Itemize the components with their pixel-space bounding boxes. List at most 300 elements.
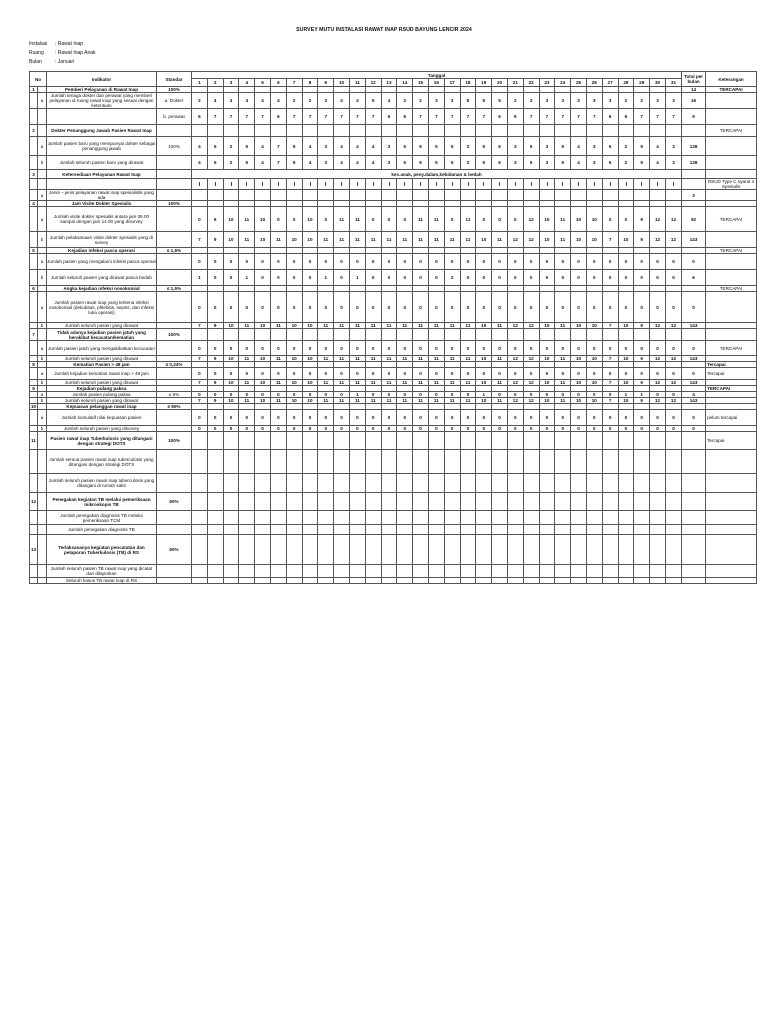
- day-value: [302, 450, 318, 474]
- day-value: 11: [349, 356, 365, 362]
- day-value: [444, 329, 460, 341]
- meta-value: : Rawat Inap: [55, 41, 84, 47]
- day-value: [381, 493, 397, 511]
- day-value: 0: [334, 270, 350, 286]
- day-value: 2: [192, 93, 208, 109]
- day-value: 10: [571, 232, 587, 248]
- day-value: 0: [270, 368, 286, 380]
- day-value: [665, 450, 681, 474]
- day-value: [334, 511, 350, 525]
- day-value: 12: [650, 207, 666, 232]
- day-value: 0: [207, 368, 223, 380]
- sub-indicator-row: [30, 93, 757, 109]
- day-value: [665, 578, 681, 584]
- day-value: [618, 329, 634, 341]
- day-value: 6: [381, 109, 397, 125]
- day-value: [571, 474, 587, 493]
- day-value: 2: [444, 270, 460, 286]
- day-value: [444, 125, 460, 137]
- row-bullet: a: [38, 368, 47, 380]
- standard-value: [157, 156, 192, 170]
- day-value: 11: [349, 398, 365, 404]
- day-value: 0: [618, 207, 634, 232]
- header-day: 22: [523, 79, 539, 87]
- day-value: [634, 565, 650, 578]
- day-value: 0: [270, 341, 286, 356]
- day-value: 10: [223, 232, 239, 248]
- day-value: 0: [397, 426, 413, 432]
- day-value: [586, 329, 602, 341]
- day-value: 11: [349, 232, 365, 248]
- day-value: [239, 190, 255, 201]
- day-value: [571, 578, 587, 584]
- day-value: [602, 578, 618, 584]
- day-value: 0: [286, 270, 302, 286]
- day-value: 0: [428, 426, 444, 432]
- day-value: 0: [586, 270, 602, 286]
- day-value: 0: [618, 270, 634, 286]
- day-value: 0: [586, 426, 602, 432]
- tick-mark: [310, 182, 311, 186]
- header-day: 4: [239, 79, 255, 87]
- standard-value: [157, 511, 192, 525]
- monthly-total: [682, 474, 706, 493]
- day-value: [207, 525, 223, 535]
- day-value: 0: [650, 392, 666, 398]
- day-value: [428, 578, 444, 584]
- day-value: 10: [618, 323, 634, 329]
- day-value: 9: [207, 398, 223, 404]
- day-value: 9: [634, 156, 650, 170]
- status-note: Tercapai: [706, 362, 757, 368]
- indicator-label: Jumlah seluruh pasien yang dirawat: [47, 323, 157, 329]
- status-note: [706, 565, 757, 578]
- day-value: 7: [602, 356, 618, 362]
- day-value: 11: [239, 380, 255, 386]
- day-value: [460, 535, 476, 565]
- day-value: 1: [318, 270, 334, 286]
- day-value: 0: [460, 254, 476, 270]
- status-note: TERCAPAI: [706, 341, 757, 356]
- day-value: [397, 125, 413, 137]
- day-value: 10: [539, 398, 555, 404]
- standard-value: [157, 270, 192, 286]
- tick-mark: [341, 182, 342, 186]
- day-value: 0: [365, 392, 381, 398]
- indicator-label: Terlaksananya kegiatan pencatatan dan pelaporan Tuberkulosis (TB) di RS: [47, 535, 157, 565]
- day-value: [460, 432, 476, 450]
- day-value: [270, 179, 286, 190]
- day-value: [334, 474, 350, 493]
- day-value: 0: [286, 368, 302, 380]
- day-value: 0: [460, 368, 476, 380]
- day-value: 10: [302, 356, 318, 362]
- row-bullet: a: [38, 254, 47, 270]
- day-value: 11: [397, 232, 413, 248]
- day-value: 11: [349, 380, 365, 386]
- day-value: [634, 525, 650, 535]
- day-value: [476, 511, 492, 525]
- day-value: [428, 329, 444, 341]
- day-value: 0: [650, 270, 666, 286]
- day-value: 3: [507, 137, 523, 156]
- row-number: [30, 292, 38, 323]
- meta-value: : Rawat Inap Anak: [55, 50, 96, 56]
- day-value: 6: [492, 137, 508, 156]
- day-value: [555, 493, 571, 511]
- day-value: [555, 525, 571, 535]
- day-value: [255, 525, 271, 535]
- day-value: [239, 474, 255, 493]
- day-value: [302, 511, 318, 525]
- day-value: 0: [650, 254, 666, 270]
- day-value: [286, 432, 302, 450]
- day-value: 0: [634, 368, 650, 380]
- day-value: 12: [665, 398, 681, 404]
- day-value: 11: [428, 398, 444, 404]
- day-value: [665, 179, 681, 190]
- standard-value: 100%: [157, 137, 192, 156]
- day-value: 0: [270, 270, 286, 286]
- day-value: [523, 535, 539, 565]
- day-value: 9: [207, 323, 223, 329]
- day-value: [523, 493, 539, 511]
- day-value: 0: [539, 426, 555, 432]
- day-value: 4: [302, 137, 318, 156]
- status-note: [706, 254, 757, 270]
- sub-indicator-row: [30, 410, 757, 426]
- day-value: 0: [634, 426, 650, 432]
- day-value: [428, 493, 444, 511]
- day-value: [334, 450, 350, 474]
- day-value: 0: [255, 426, 271, 432]
- day-value: [586, 535, 602, 565]
- row-number: [30, 341, 38, 356]
- day-value: [555, 432, 571, 450]
- day-value: [334, 535, 350, 565]
- tick-mark: [499, 182, 500, 186]
- header-day: 31: [665, 79, 681, 87]
- standard-value: [157, 525, 192, 535]
- day-value: [239, 179, 255, 190]
- day-value: [586, 125, 602, 137]
- day-value: [270, 450, 286, 474]
- day-value: 0: [492, 254, 508, 270]
- day-value: 3: [555, 93, 571, 109]
- day-value: 11: [492, 232, 508, 248]
- day-value: 10: [618, 380, 634, 386]
- day-value: [492, 535, 508, 565]
- day-value: [397, 535, 413, 565]
- day-value: [255, 125, 271, 137]
- day-value: [318, 511, 334, 525]
- day-value: [349, 450, 365, 474]
- day-value: [492, 511, 508, 525]
- day-value: [428, 125, 444, 137]
- day-value: 0: [334, 410, 350, 426]
- day-value: 0: [365, 368, 381, 380]
- day-value: [397, 329, 413, 341]
- day-value: [539, 179, 555, 190]
- day-value: 5: [444, 137, 460, 156]
- indicator-label: Kematian Pasien > 48 jam: [47, 362, 157, 368]
- day-value: 10: [286, 232, 302, 248]
- day-value: 5: [492, 93, 508, 109]
- day-value: [428, 450, 444, 474]
- day-value: [223, 190, 239, 201]
- monthly-total: 0: [682, 426, 706, 432]
- day-value: 10: [476, 398, 492, 404]
- day-value: [492, 329, 508, 341]
- day-value: [365, 474, 381, 493]
- tick-mark: [325, 182, 326, 186]
- indicator-label: Jenis – jenis pelayanan rawat inap spesialistik yang ada: [47, 190, 157, 201]
- day-value: 11: [270, 380, 286, 386]
- standard-value: 100%: [157, 201, 192, 207]
- day-value: [634, 578, 650, 584]
- standard-value: 60%: [157, 535, 192, 565]
- day-value: 0: [539, 254, 555, 270]
- day-value: 4: [349, 137, 365, 156]
- standard-value: [157, 232, 192, 248]
- day-value: 0: [302, 270, 318, 286]
- row-bullet: a: [38, 93, 47, 109]
- day-value: 0: [602, 368, 618, 380]
- day-value: 0: [444, 254, 460, 270]
- day-value: [539, 525, 555, 535]
- row-bullet: a: [38, 137, 47, 156]
- day-value: [286, 450, 302, 474]
- status-note: [706, 93, 757, 109]
- day-value: 11: [318, 323, 334, 329]
- day-value: [665, 525, 681, 535]
- day-value: [413, 474, 429, 493]
- day-value: [586, 565, 602, 578]
- day-value: [444, 535, 460, 565]
- day-value: 4: [349, 156, 365, 170]
- day-value: [618, 525, 634, 535]
- tick-mark: [231, 182, 232, 186]
- day-value: 7: [444, 109, 460, 125]
- day-value: 10: [286, 323, 302, 329]
- row-bullet: [38, 170, 47, 179]
- day-value: 0: [555, 292, 571, 323]
- row-number: 12: [30, 493, 38, 511]
- day-value: 6: [618, 109, 634, 125]
- day-value: [523, 565, 539, 578]
- day-value: [618, 578, 634, 584]
- day-value: 10: [571, 398, 587, 404]
- day-value: [492, 474, 508, 493]
- day-value: 3: [428, 93, 444, 109]
- day-value: 12: [665, 207, 681, 232]
- status-note: [706, 137, 757, 156]
- day-value: [476, 125, 492, 137]
- day-value: 0: [507, 292, 523, 323]
- day-value: 11: [413, 323, 429, 329]
- day-value: 0: [302, 292, 318, 323]
- status-note: [706, 292, 757, 323]
- day-value: [665, 565, 681, 578]
- header-keterangan: Keterangan: [706, 72, 757, 87]
- day-value: [349, 474, 365, 493]
- day-value: [634, 511, 650, 525]
- day-value: [255, 565, 271, 578]
- day-value: [507, 565, 523, 578]
- day-value: 9: [634, 356, 650, 362]
- status-note: TERCAPAI: [706, 207, 757, 232]
- day-value: 7: [192, 398, 208, 404]
- day-value: 9: [207, 232, 223, 248]
- monthly-total: [682, 450, 706, 474]
- day-value: 9: [634, 137, 650, 156]
- day-value: 0: [207, 410, 223, 426]
- day-value: 2: [507, 93, 523, 109]
- row-number: [30, 109, 38, 125]
- day-value: 0: [476, 207, 492, 232]
- day-value: 11: [555, 207, 571, 232]
- monthly-total: [682, 535, 706, 565]
- status-note: TERCAPAI: [706, 386, 757, 392]
- day-value: 11: [492, 380, 508, 386]
- header-day: 16: [428, 79, 444, 87]
- day-value: [413, 450, 429, 474]
- day-value: 0: [413, 341, 429, 356]
- standard-value: [157, 410, 192, 426]
- day-value: 12: [507, 398, 523, 404]
- tick-mark: [626, 182, 627, 186]
- day-value: 11: [365, 232, 381, 248]
- day-value: [539, 432, 555, 450]
- day-value: 0: [428, 410, 444, 426]
- day-value: 0: [365, 270, 381, 286]
- day-value: 0: [255, 410, 271, 426]
- day-value: [286, 125, 302, 137]
- header-day: 2: [207, 79, 223, 87]
- standard-value: 100%: [157, 329, 192, 341]
- day-value: [397, 179, 413, 190]
- status-note: [706, 474, 757, 493]
- day-value: 0: [334, 341, 350, 356]
- day-value: [223, 474, 239, 493]
- monthly-total: [682, 511, 706, 525]
- day-value: [192, 329, 208, 341]
- day-value: [302, 474, 318, 493]
- status-note: RSUD Type C syarat 4 Spesialis: [706, 179, 757, 190]
- day-value: 2: [413, 93, 429, 109]
- day-value: 7: [349, 109, 365, 125]
- day-value: 5: [444, 156, 460, 170]
- day-value: [492, 525, 508, 535]
- day-value: 0: [349, 292, 365, 323]
- day-value: 0: [318, 426, 334, 432]
- monthly-total: [682, 525, 706, 535]
- day-value: [365, 511, 381, 525]
- day-value: [507, 125, 523, 137]
- day-value: 10: [302, 380, 318, 386]
- day-value: [270, 535, 286, 565]
- sub-indicator-row: [30, 179, 757, 190]
- day-value: [555, 450, 571, 474]
- day-value: 6: [397, 109, 413, 125]
- monthly-total: 0: [682, 341, 706, 356]
- standard-value: [157, 450, 192, 474]
- day-value: [602, 525, 618, 535]
- day-value: 0: [602, 207, 618, 232]
- day-value: [602, 493, 618, 511]
- day-value: 11: [397, 356, 413, 362]
- indicator-label: Ketersediaan Pelayanan Rawat Inap: [47, 170, 157, 179]
- day-value: [286, 565, 302, 578]
- standard-value: [157, 207, 192, 232]
- day-value: 0: [618, 426, 634, 432]
- indicator-label: Jumlah seluruh pasien yang dirawat: [47, 380, 157, 386]
- tick-mark: [578, 182, 579, 186]
- day-value: [507, 190, 523, 201]
- day-value: 7: [270, 156, 286, 170]
- indicator-label: Jumlah pasien rawat inap yang terkena infeksi nosokomial (dekubitus, phlebitis, sepsis, dan infeksi luka operasi): [47, 292, 157, 323]
- day-value: [634, 432, 650, 450]
- day-value: [555, 190, 571, 201]
- day-value: [318, 125, 334, 137]
- day-value: [302, 565, 318, 578]
- standard-value: ≤ 0,24%: [157, 362, 192, 368]
- tick-mark: [294, 182, 295, 186]
- day-value: 7: [650, 109, 666, 125]
- day-value: 0: [523, 270, 539, 286]
- day-value: 0: [460, 426, 476, 432]
- day-value: 12: [507, 380, 523, 386]
- day-value: 11: [460, 398, 476, 404]
- day-value: [634, 535, 650, 565]
- day-value: 0: [381, 426, 397, 432]
- day-value: 0: [413, 392, 429, 398]
- day-value: [523, 525, 539, 535]
- day-value: [207, 179, 223, 190]
- day-value: 3: [507, 156, 523, 170]
- day-value: 0: [507, 254, 523, 270]
- monthly-total: 0: [682, 254, 706, 270]
- day-value: [444, 450, 460, 474]
- day-value: 0: [586, 341, 602, 356]
- indicator-label: Jumlah kumulatif nilai kepuasan pasien: [47, 410, 157, 426]
- day-value: 0: [207, 254, 223, 270]
- day-value: [223, 578, 239, 584]
- day-value: 11: [381, 356, 397, 362]
- tick-mark: [610, 182, 611, 186]
- day-value: 11: [555, 232, 571, 248]
- standard-value: [157, 292, 192, 323]
- day-value: 10: [223, 323, 239, 329]
- day-value: [334, 190, 350, 201]
- day-value: 0: [413, 254, 429, 270]
- header-day: 3: [223, 79, 239, 87]
- day-value: [460, 578, 476, 584]
- day-value: [302, 432, 318, 450]
- day-value: 1: [634, 392, 650, 398]
- day-value: [444, 511, 460, 525]
- day-value: 0: [397, 410, 413, 426]
- day-value: 0: [255, 392, 271, 398]
- day-value: 11: [349, 207, 365, 232]
- day-value: [650, 578, 666, 584]
- day-value: 3: [539, 156, 555, 170]
- day-value: [413, 329, 429, 341]
- day-value: [507, 525, 523, 535]
- tick-mark: [452, 182, 453, 186]
- day-value: 0: [539, 341, 555, 356]
- header-tanggal: Tanggal: [192, 72, 682, 79]
